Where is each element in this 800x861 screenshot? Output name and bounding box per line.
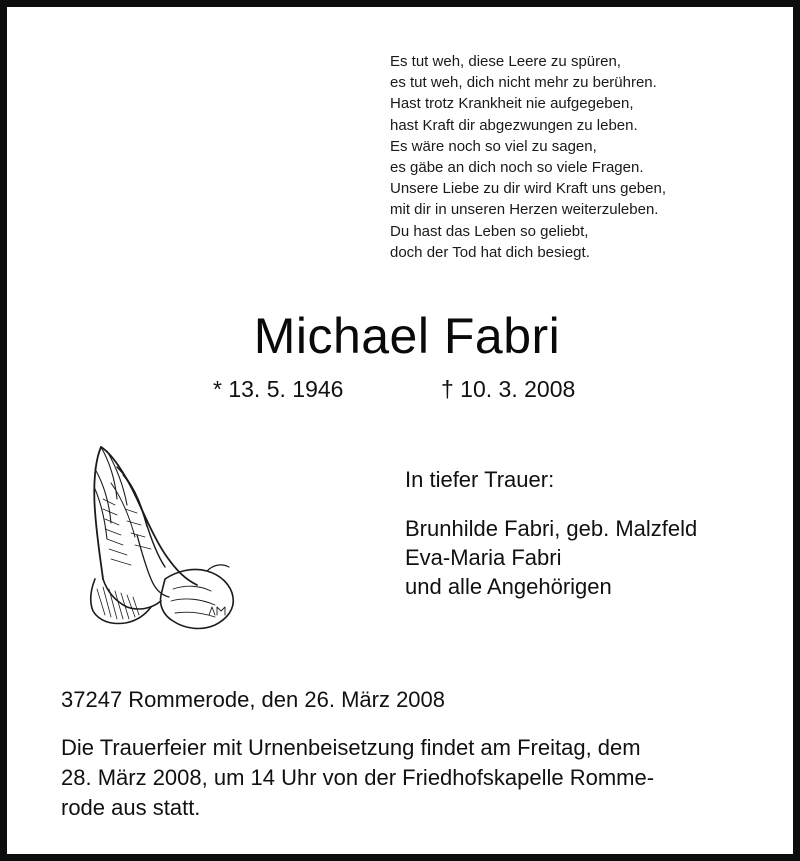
poem-line: doch der Tod hat dich besiegt. xyxy=(390,243,590,261)
deceased-name: Michael Fabri xyxy=(253,308,561,364)
poem-line: Du hast das Leben so geliebt, xyxy=(390,222,589,240)
poem-line: hast Kraft dir abgezwungen zu leben. xyxy=(390,116,638,134)
funeral-line: rode aus statt. xyxy=(61,795,201,820)
poem-line: Es wäre noch so viel zu sagen, xyxy=(390,137,597,155)
mourner-name: Brunhilde Fabri, geb. Malzfeld xyxy=(405,516,698,541)
place-and-date: 37247 Rommerode, den 26. März 2008 xyxy=(61,687,446,712)
mourners-heading: In tiefer Trauer: xyxy=(405,467,555,492)
poem-line: Hast trotz Krankheit nie aufgegeben, xyxy=(390,95,634,113)
funeral-notice xyxy=(61,733,761,823)
poem-line: mit dir in unseren Herzen weiterzuleben. xyxy=(390,201,659,219)
death-date: † 10. 3. 2008 xyxy=(441,376,576,402)
poem-line: Es tut weh, diese Leere zu spüren, xyxy=(390,53,621,70)
praying-hands-icon xyxy=(81,439,241,644)
poem xyxy=(390,51,770,263)
funeral-line: Die Trauerfeier mit Urnenbeisetzung findet am Freitag, dem xyxy=(61,735,641,760)
birth-date: * 13. 5. 1946 xyxy=(213,376,344,402)
poem-line: Unsere Liebe zu dir wird Kraft uns geben, xyxy=(390,180,666,198)
poem-line: es tut weh, dich nicht mehr zu berühren. xyxy=(390,74,657,92)
mourner-name: und alle Angehörigen xyxy=(405,574,612,599)
mourner-name: Eva-Maria Fabri xyxy=(405,545,562,570)
poem-line: es gäbe an dich noch so viele Fragen. xyxy=(390,159,644,177)
funeral-line: 28. März 2008, um 14 Uhr von der Friedhofskapelle Romme- xyxy=(61,765,655,790)
mourners-block xyxy=(405,465,697,601)
